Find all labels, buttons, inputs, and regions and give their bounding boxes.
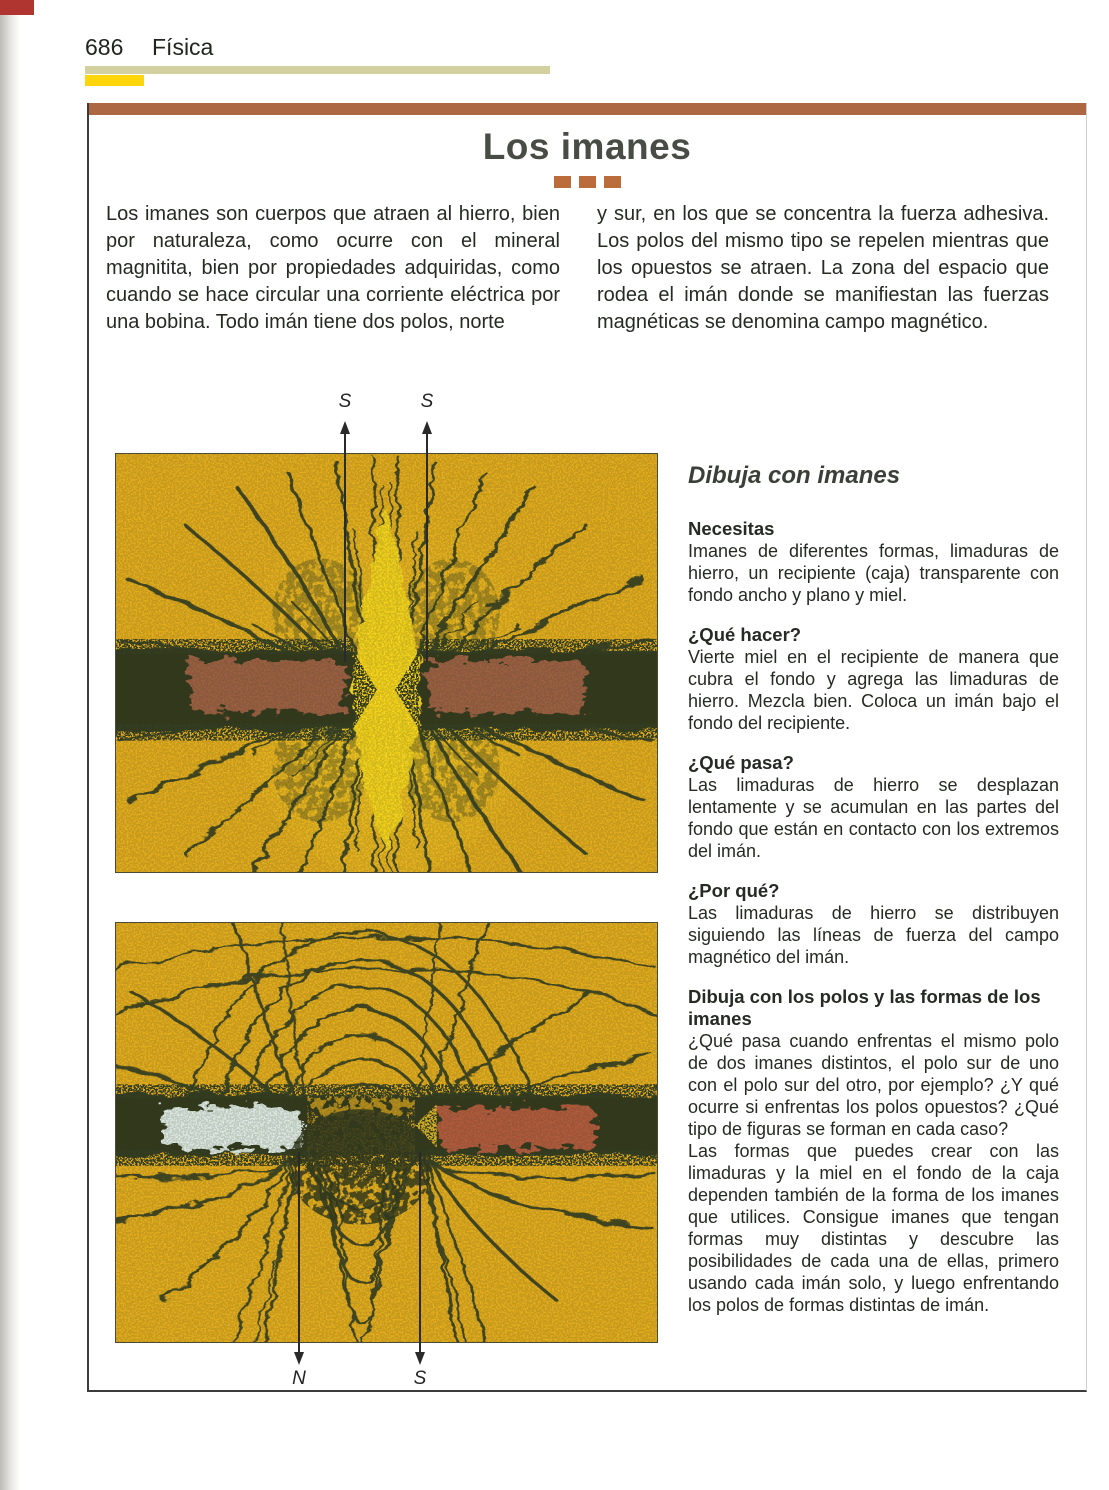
activity-title: Dibuja con imanes [688,462,901,489]
section-body-2: Las formas que puedes crear con las limaduras y la miel en el fondo de la caja dependen también de la forma de los imanes que utilices. Consigue imanes que tengan formas muy distintas y descubre las posibilidades de cada una de ellas, primero usando cada imán solo, y luego enfrentando los polos de formas distintas de imán. [688,1141,1059,1315]
activity-section [688,752,1059,862]
section-heading: ¿Qué hacer? [688,624,802,645]
pole-arrow [415,1152,425,1365]
arrow-down-icon [415,1352,425,1365]
accent-bar [89,103,1086,115]
page-number: 686 [85,34,124,60]
pole-arrow [340,421,350,662]
ornament-square [554,176,571,188]
section-heading: Necesitas [688,518,775,539]
arrow-up-icon [422,421,432,434]
section-heading: ¿Qué pasa? [688,752,794,773]
pole-label: N [292,1368,306,1389]
header-highlight-bar [85,75,144,86]
intro-column-right: y sur, en los que se concentra la fuerza adhesiva. Los polos del mismo tipo se repelen mientras que los opuestos se atraen. La zona del espacio que rodea el imán donde se manifiestan las fuerzas magnéticas se denomina campo magnético. [597,203,1049,333]
pole-label: S [338,391,352,412]
activity-section [688,518,1059,606]
title-ornament [87,176,1087,188]
activity-section [688,624,1059,734]
page-title: Los imanes [482,126,692,167]
arrow-down-icon [294,1352,304,1365]
ornament-square [604,176,621,188]
corner-mark [0,0,34,15]
section-title: Física [152,34,214,60]
pole-label: S [413,1368,427,1389]
figure-attraction [115,922,658,1343]
pole-arrow [294,1152,304,1365]
activity-column [688,462,1059,1316]
section-body: Vierte miel en el recipiente de manera que cubra el fondo y agrega las limaduras de hierro. Mezcla bien. Coloca un imán bajo el fondo del recipiente. [688,647,1059,733]
section-heading: ¿Por qué? [688,880,780,901]
header-rule [85,66,550,74]
activity-section [688,880,1059,968]
figure-repulsion [115,453,658,873]
intro-column-left: Los imanes son cuerpos que atraen al hierro, bien por naturaleza, como ocurre con el mineral magnitita, bien por propiedades adquiridas, como cuando se hace circular una corriente eléctrica por una bobina. Todo imán tiene dos polos, norte [106,203,560,333]
section-body: Las limaduras de hierro se distribuyen siguiendo las líneas de fuerza del campo magnético del imán. [688,903,1059,967]
section-body: ¿Qué pasa cuando enfrentas el mismo polo de dos imanes distintos, el polo sur de uno con el polo sur del otro, por ejemplo? ¿Y qué ocurre si enfrentas los polos opuestos? ¿Qué tipo de figuras se forman en cada caso? [688,1031,1059,1139]
arrow-up-icon [340,421,350,434]
section-body: Imanes de diferentes formas, limaduras de hierro, un recipiente (caja) transparente con fondo ancho y plano y miel. [688,541,1059,605]
pole-arrow [422,421,432,662]
section-body: Las limaduras de hierro se desplazan lentamente y se acumulan en las partes del fondo que están en contacto con los extremos del imán. [688,775,1059,861]
activity-section [688,986,1059,1316]
ornament-square [579,176,596,188]
page-edge-shadow [0,0,20,1490]
pole-label: S [420,391,434,412]
section-heading: Dibuja con los polos y las formas de los imanes [688,986,1041,1029]
activity-sections [688,518,1059,1316]
